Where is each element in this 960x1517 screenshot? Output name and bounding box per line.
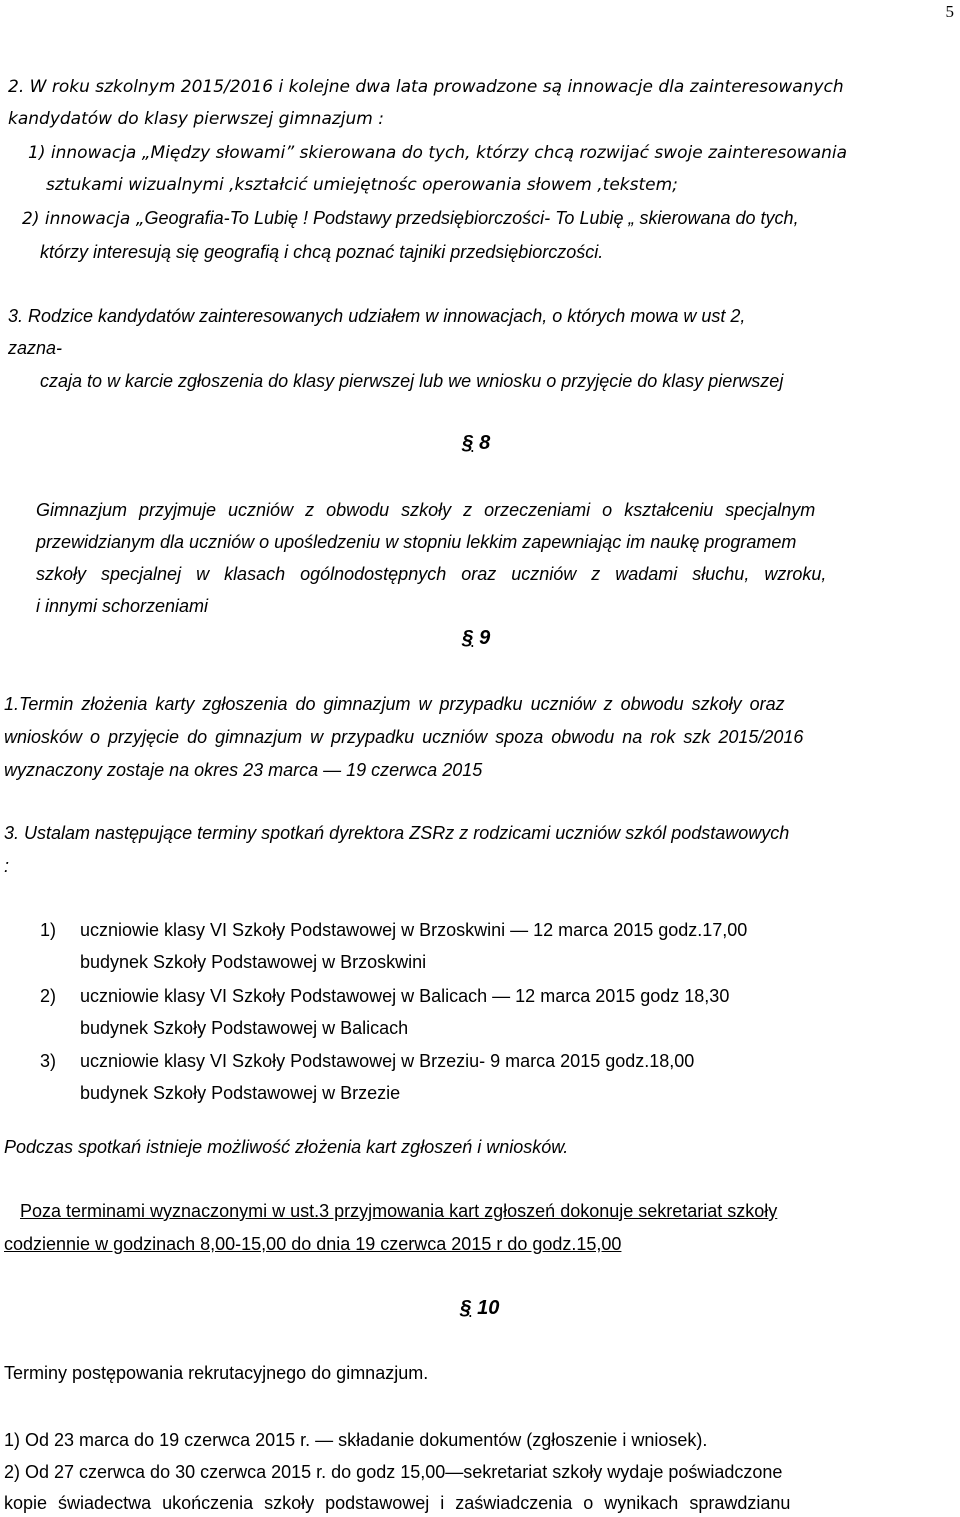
innovation-2-name: Geografia-To Lubię ! Podstawy przedsiębiorczości- To Lubię „: [144, 208, 635, 228]
section-10-title: Terminy postępowania rekrutacyjnego do gimnazjum.: [4, 1363, 429, 1383]
meeting-item-1: [40, 919, 747, 941]
meetings-note: Podczas spotkań istnieje możliwość złożenia kart zgłoszeń i wniosków.: [4, 1137, 569, 1157]
section-9-point1-line3: wyznaczony zostaje na okres 23 marca — 19 czerwca 2015: [4, 760, 483, 780]
para3-line1: 3. Rodzice kandydatów zainteresowanych udziałem w innowacjach, o których mowa w ust 2,: [8, 306, 746, 326]
list-number: 1): [40, 920, 57, 940]
innovation-2-prefix: 2) innowacja „: [22, 209, 145, 229]
meeting-3-line1: uczniowie klasy VI Szkoły Podstawowej w Brzeziu- 9 marca 2015 godz.18,00: [80, 1051, 695, 1071]
section-9-point1-line1: 1.Termin złożenia karty zgłoszenia do gimnazjum w przypadku uczniów z obwodu szkoły oraz: [4, 694, 785, 714]
section-mark: §: [460, 1297, 472, 1319]
section-9-heading: [462, 627, 490, 650]
section-9-point3-line1: 3. Ustalam następujące terminy spotkań dyrektora ZSRz z rodzicami uczniów szkól podstawowych: [4, 823, 790, 843]
innovation-2-line1: [22, 207, 799, 230]
section-8-line1: Gimnazjum przyjmuje uczniów z obwodu szkoły z orzeczeniami o kształceniu specjalnym: [36, 500, 816, 520]
meeting-3-line2: budynek Szkoły Podstawowej w Brzezie: [80, 1083, 401, 1103]
section-number: 8: [479, 432, 491, 454]
section-8-line2: przewidzianym dla uczniów o upośledzeniu w stopniu lekkim zapewniając im naukę programem: [36, 532, 797, 552]
para2-title: 2. W roku szkolnym 2015/2016 i kolejne dwa lata prowadzone są innowacje dla zainteresowanych: [8, 77, 844, 97]
section-mark: §: [462, 627, 474, 649]
para3-line3: czaja to w karcie zgłoszenia do klasy pierwszej lub we wniosku o przyjęcie do klasy pierwszej: [40, 371, 784, 391]
meeting-2-line1: uczniowie klasy VI Szkoły Podstawowej w Balicach — 12 marca 2015 godz 18,30: [80, 986, 730, 1006]
section-number: 9: [479, 627, 491, 649]
section-10-heading: [460, 1297, 499, 1320]
para2-line2: kandydatów do klasy pierwszej gimnazjum :: [8, 109, 384, 129]
section-9-point1-line2: wniosków o przyjęcie do gimnazjum w przypadku uczniów spoza obwodu na rok szk 2015/2016: [4, 727, 804, 747]
meeting-1-line2: budynek Szkoły Podstawowej w Brzoskwini: [80, 952, 427, 972]
meeting-1-line1: uczniowie klasy VI Szkoły Podstawowej w Brzoskwini — 12 marca 2015 godz.17,00: [80, 920, 748, 940]
section-mark: §: [462, 432, 474, 454]
meeting-item-3: [40, 1050, 694, 1072]
poza-line2: codziennie w godzinach 8,00-15,00 do dnia 19 czerwca 2015 r do godz.15,00: [4, 1234, 622, 1254]
meeting-2-line2: budynek Szkoły Podstawowej w Balicach: [80, 1018, 409, 1038]
section-10-item2-line2: kopie świadectwa ukończenia szkoły podstawowej i zaświadczenia o wynikach sprawdzianu: [4, 1493, 791, 1513]
innovation-2-suffix: skierowana do tych,: [634, 208, 799, 228]
section-10-item2-line1: 2) Od 27 czerwca do 30 czerwca 2015 r. do godz 15,00—sekretariat szkoły wydaje poświadczone: [4, 1462, 783, 1482]
page-number: 5: [945, 2, 954, 21]
innovation-1-line1: 1) innowacja „Między słowami” skierowana do tych, którzy chcą rozwijać swoje zainteresowania: [28, 143, 848, 163]
section-8-line4: i innymi schorzeniami: [36, 596, 209, 616]
section-9-point3-line2: :: [4, 856, 10, 876]
section-8-heading: [462, 432, 490, 455]
list-number: 3): [40, 1051, 57, 1071]
section-number: 10: [477, 1297, 500, 1319]
para3-line2: zazna-: [8, 338, 63, 358]
section-8-line3: szkoły specjalnej w klasach ogólnodostępnych oraz uczniów z wadami słuchu, wzroku,: [36, 564, 827, 584]
innovation-2-line2: którzy interesują się geografią i chcą poznać tajniki przedsiębiorczości.: [40, 242, 604, 262]
poza-line1: Poza terminami wyznaczonymi w ust.3 przyjmowania kart zgłoszeń dokonuje sekretariat szkoły: [20, 1201, 778, 1221]
meeting-item-2: [40, 985, 729, 1007]
list-number: 2): [40, 986, 57, 1006]
section-10-item1: 1) Od 23 marca do 19 czerwca 2015 r. — składanie dokumentów (zgłoszenie i wniosek).: [4, 1430, 708, 1450]
innovation-1-line2: sztukami wizualnymi ,kształcić umiejętnośc operowania słowem ,tekstem;: [46, 175, 678, 195]
